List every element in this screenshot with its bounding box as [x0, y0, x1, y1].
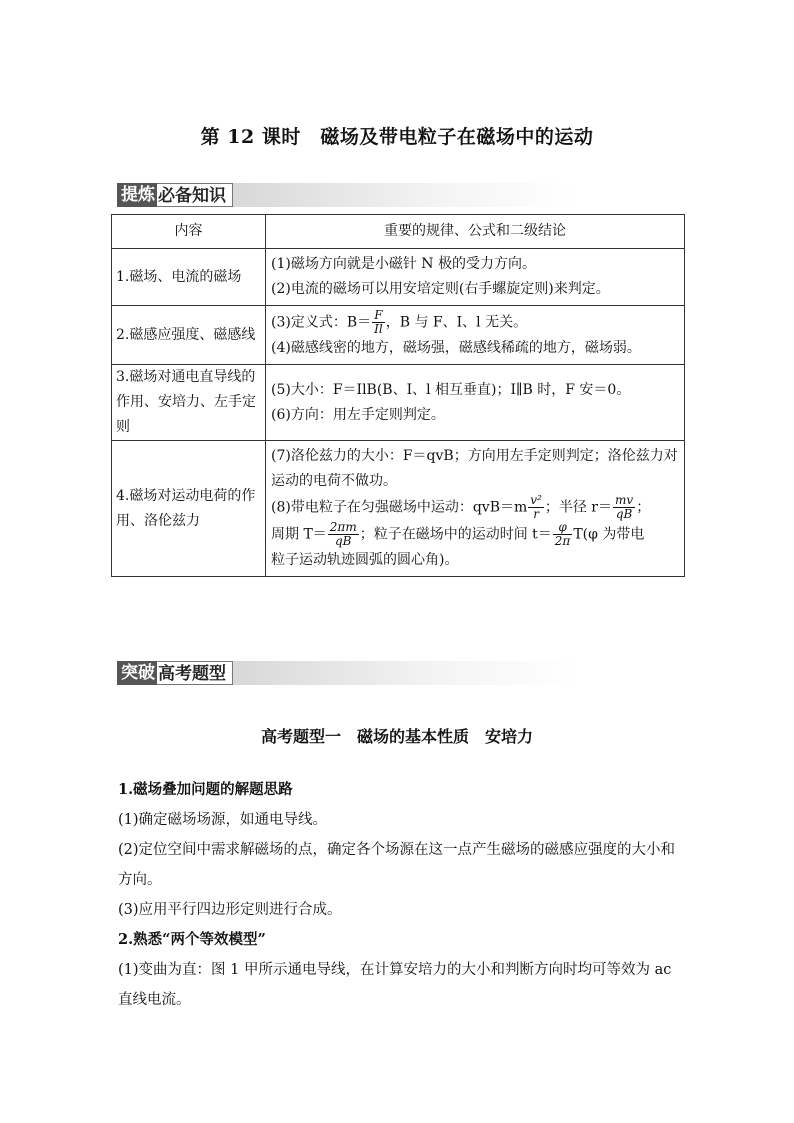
row-content	[266, 365, 685, 441]
table-row	[112, 306, 685, 365]
row-label: 2.磁感应强度、磁感线	[112, 306, 266, 365]
fraction-denominator: Il	[374, 322, 383, 336]
banner-lead-text: 提炼	[117, 183, 157, 207]
formula-text: ；半径 r＝	[544, 499, 613, 516]
fraction-denominator: r	[533, 507, 539, 521]
banner-rest-text: 高考题型	[157, 661, 233, 685]
row-label: 1.磁场、电流的磁场	[112, 249, 266, 306]
fraction-denominator: qB	[335, 534, 352, 548]
body-paragraph: 1.磁场叠加问题的解题思路	[118, 781, 293, 798]
rule-line	[271, 494, 680, 521]
formula-text: (8)带电粒子在匀强磁场中运动：qvB＝m	[271, 499, 528, 516]
body-paragraph: (3)应用平行四边形定则进行合成。	[118, 902, 342, 918]
row-label: 4.磁场对运动电荷的作用、洛伦兹力	[112, 441, 266, 577]
row-content	[266, 441, 685, 577]
body-paragraph: (1)变曲为直：图 1 甲所示通电导线，在计算安培力的大小和判断方向时均可等效为 ac 直线电流。	[118, 962, 672, 1008]
formula-text: ；	[636, 499, 651, 516]
fraction-numerator: 2πm	[329, 520, 357, 534]
fraction	[328, 521, 359, 548]
rule-line	[271, 309, 680, 336]
table-row	[112, 249, 685, 306]
section-banner-exam-types	[117, 661, 577, 685]
body-paragraph: 2.熟悉“两个等效模型”	[118, 931, 266, 948]
fraction-denominator: qB	[615, 507, 633, 521]
body-paragraph: (2)定位空间中需求解磁场的点，确定各个场源在这一点产生磁场的磁感应强度的大小和方向。	[118, 842, 676, 888]
rule-line: (7)洛伦兹力的大小：F＝qvB；方向用左手定则判定；洛伦兹力对运动的电荷不做功。	[271, 448, 678, 489]
rule-line: (6)方向：用左手定则判定。	[271, 406, 445, 423]
formula-text: ；粒子在磁场中的运动时间 t＝	[359, 526, 552, 543]
table-row	[112, 365, 685, 441]
rule-line: (2)电流的磁场可以用安培定则(右手螺旋定则)来判定。	[271, 281, 610, 297]
fraction-numerator: F	[372, 309, 385, 323]
rule-line: (5)大小：F＝IlB(B、I、l 相互垂直)；I∥B 时，F 安＝0。	[271, 381, 631, 398]
body-paragraph: (1)确定磁场场源，如通电导线。	[118, 812, 328, 828]
formula-text: ，B 与 F、I、l 无关。	[385, 314, 528, 331]
rule-line: (4)磁感线密的地方，磁场强，磁感线稀疏的地方，磁场弱。	[271, 340, 641, 356]
rule-line	[271, 521, 680, 548]
knowledge-table	[111, 214, 685, 577]
fraction	[372, 309, 385, 336]
formula-text: (3)定义式：B＝	[271, 314, 372, 331]
section-heading: 高考题型一 磁场的基本性质 安培力	[260, 727, 533, 746]
fraction	[528, 494, 544, 521]
fraction-numerator: φ	[553, 521, 573, 535]
fraction	[553, 521, 573, 548]
fraction	[613, 494, 635, 521]
table-row	[112, 441, 685, 577]
formula-text: T(φ 为带电	[573, 526, 645, 543]
row-content	[266, 306, 685, 365]
formula-text: 周期 T＝	[271, 526, 327, 543]
table-header-row	[112, 215, 685, 249]
section-banner-essential-knowledge	[117, 183, 577, 207]
body-text	[118, 775, 688, 1015]
row-content	[266, 249, 685, 306]
table-header-rules: 重要的规律、公式和二级结论	[266, 215, 685, 249]
page-title: 第 12 课时 磁场及带电粒子在磁场中的运动	[200, 126, 594, 148]
fraction-numerator: mv	[615, 493, 634, 507]
row-label: 3.磁场对通电直导线的作用、安培力、左手定则	[112, 365, 266, 441]
banner-lead-text: 突破	[117, 661, 157, 685]
fraction-numerator: v²	[530, 493, 542, 507]
table-header-content: 内容	[112, 215, 266, 249]
rule-line: (1)磁场方向就是小磁针 N 极的受力方向。	[271, 256, 536, 272]
fraction-denominator: 2π	[554, 534, 571, 548]
rule-line: 粒子运动轨迹圆弧的圆心角)。	[271, 552, 459, 568]
banner-rest-text: 必备知识	[157, 183, 233, 207]
